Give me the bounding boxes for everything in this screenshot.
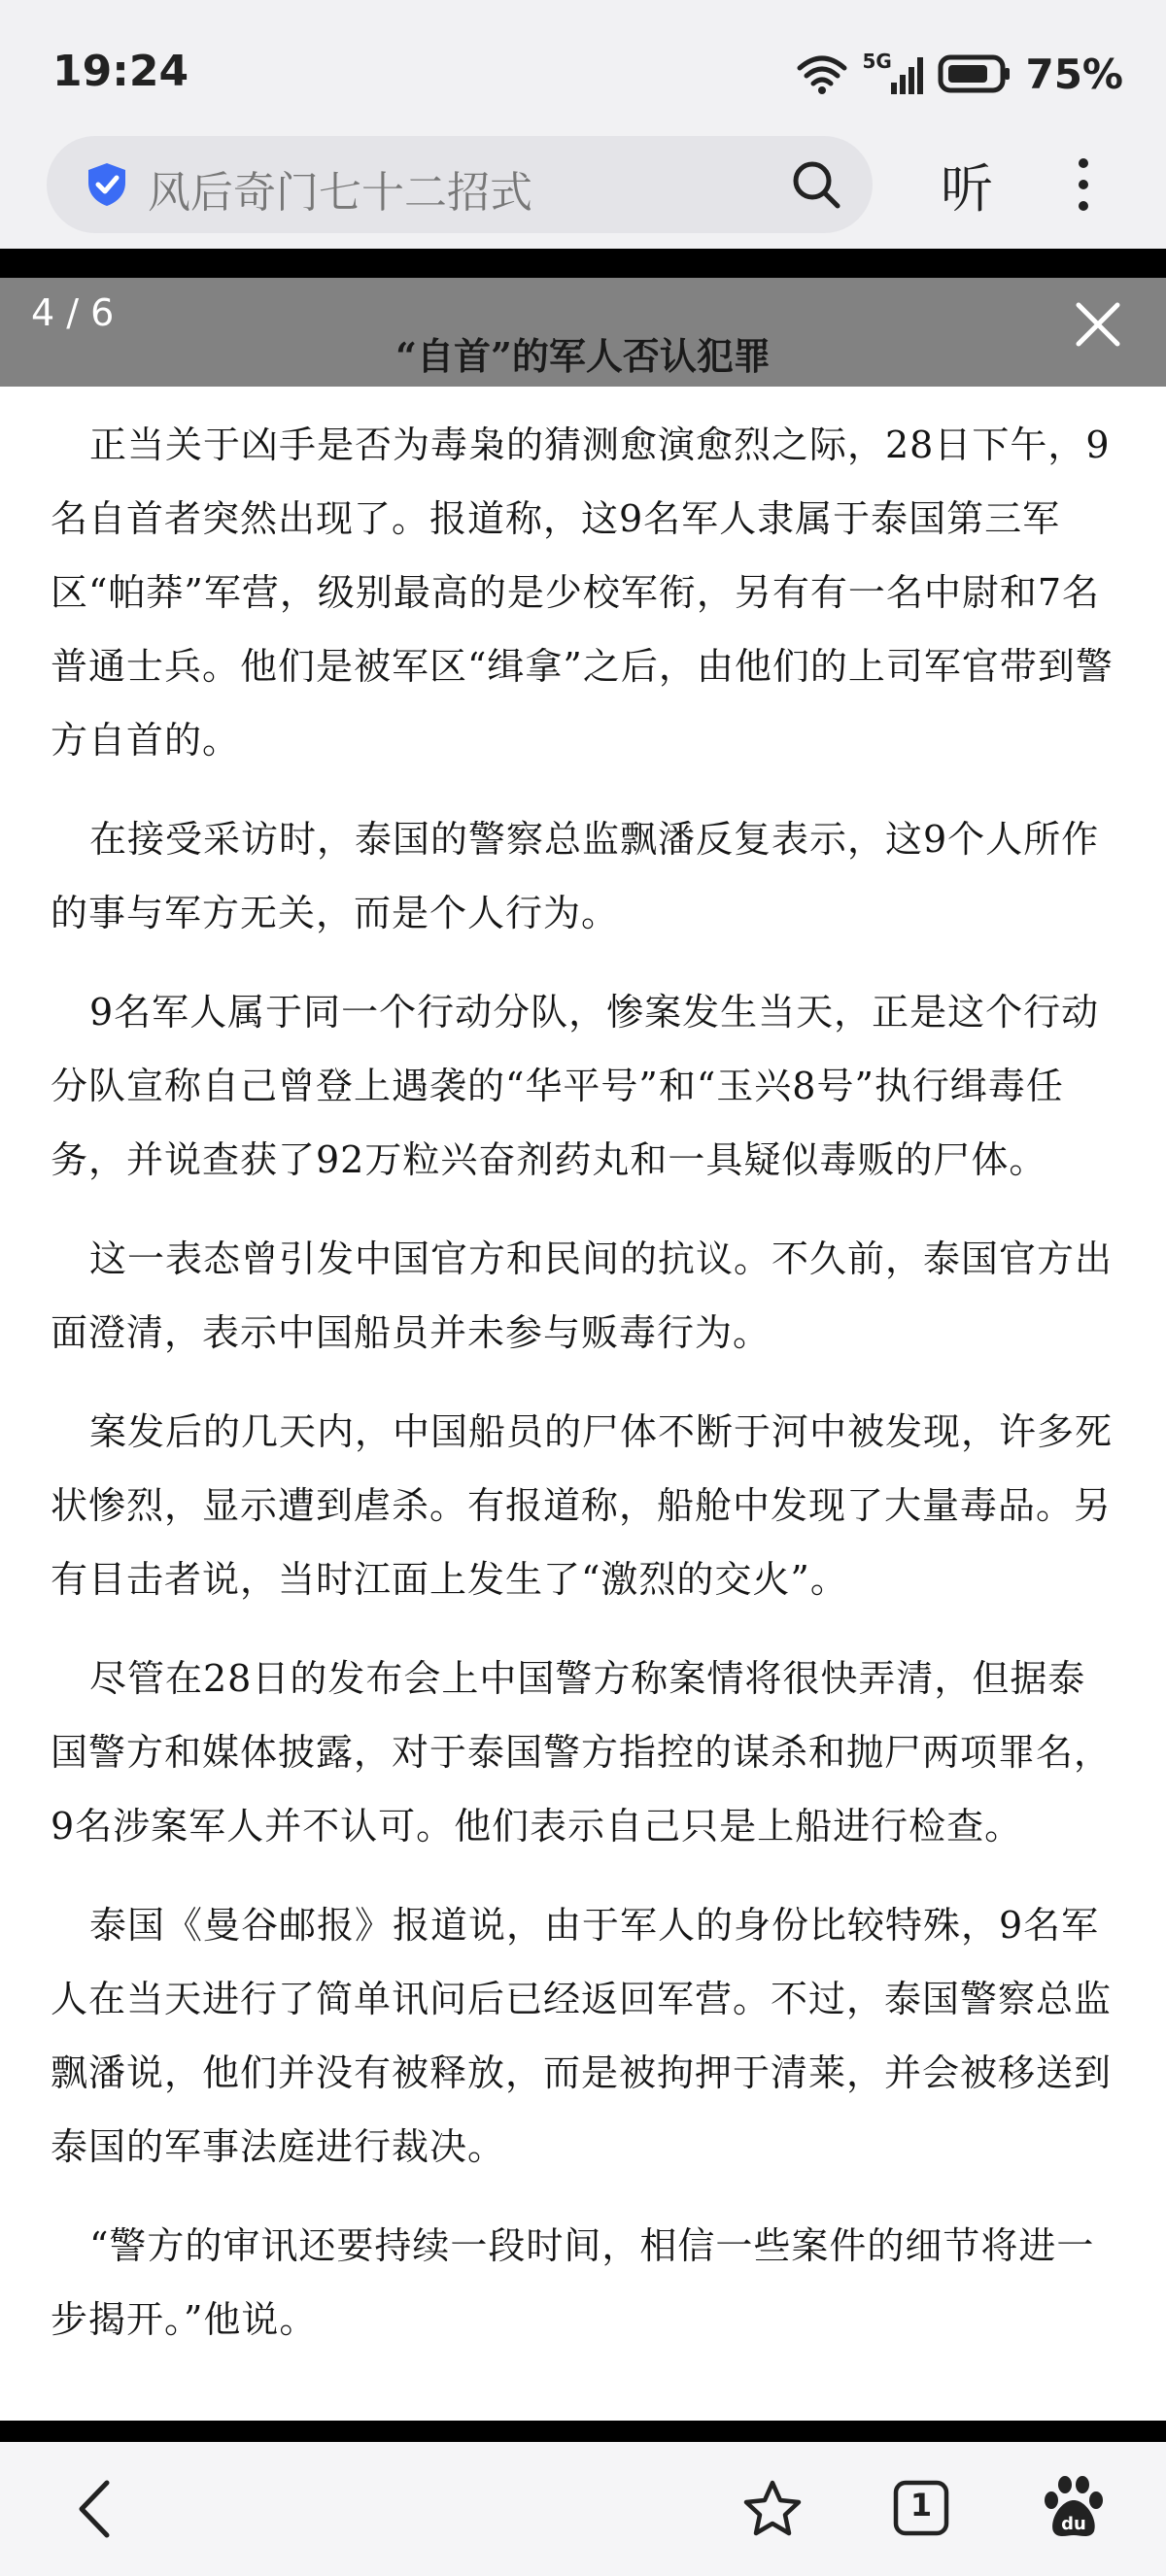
battery-icon xyxy=(938,54,1012,93)
divider xyxy=(0,2421,1166,2442)
tabs-button[interactable] xyxy=(892,2479,950,2537)
paragraph: 泰国《曼谷邮报》报道说，由于军人的身份比较特殊，9名军人在当天进行了简单讯问后已经返回军营。不过，泰国警察总监飘潘说，他们并没有被释放，而是被拘押于清莱，并会被移送到泰国的军事法庭进行裁决。 xyxy=(51,1904,1113,2168)
paragraph: 这一表态曾引发中国官方和民间的抗议。不久前，泰国官方出面澄清，表示中国船员并未参与贩毒行为。 xyxy=(51,1237,1114,1354)
page-counter: 4 / 6 xyxy=(31,291,115,334)
tab-count: 1 xyxy=(909,2487,933,2524)
search-query: 风后奇门七十二招式 xyxy=(148,168,532,218)
verified-shield-icon xyxy=(84,161,130,208)
more-vertical-icon[interactable] xyxy=(1069,155,1098,214)
signal-indicator xyxy=(862,50,924,98)
gallery-header xyxy=(0,278,1166,387)
battery-percent: 75% xyxy=(1025,50,1123,98)
paragraph: 在接受采访时，泰国的警察总监飘潘反复表示，这9个人所作的事与军方无关，而是个人行为。 xyxy=(51,818,1100,934)
article-text xyxy=(51,408,1119,2382)
paragraph: 尽管在28日的发布会上中国警方称案情将很快弄清，但据泰国警方和媒体披露，对于泰国警方指控的谋杀和抛尸两项罪名，9名涉案军人并不认可。他们表示自己只是上船进行检查。 xyxy=(51,1657,1113,1847)
paragraph: 案发后的几天内，中国船员的尸体不断于河中被发现，许多死状惨烈，显示遭到虐杀。有报道称，船舱中发现了大量毒品。另有目击者说，当时江面上发生了“激烈的交火”。 xyxy=(51,1410,1114,1601)
baidu-paw-icon[interactable] xyxy=(1038,2471,1110,2543)
status-time: 19:24 xyxy=(52,47,189,96)
star-icon[interactable] xyxy=(740,2477,805,2541)
paragraph: “警方的审讯还要持续一段时间，相信一些案件的细节将进一步揭开。”他说。 xyxy=(51,2224,1095,2341)
back-icon[interactable] xyxy=(70,2477,119,2541)
wifi-icon xyxy=(796,52,848,95)
status-icons xyxy=(796,47,1123,101)
network-type: 5G xyxy=(862,50,892,73)
search-bar[interactable] xyxy=(47,136,873,233)
cell-signal-icon xyxy=(862,50,924,98)
close-icon[interactable] xyxy=(1073,299,1123,350)
status-bar xyxy=(0,0,1166,136)
search-icon[interactable] xyxy=(789,157,843,212)
paragraph: 正当关于凶手是否为毒枭的猜测愈演愈烈之际，28日下午，9名自首者突然出现了。报道称，这9名军人隶属于泰国第三军区“帕莽”军营，级别最高的是少校军衔，另有有一名中尉和7名普通士兵。他们是被军区“缉拿”之后，由他们的上司军官带到警方自首的。 xyxy=(51,424,1114,762)
bottom-nav xyxy=(0,2442,1166,2576)
article-body xyxy=(0,387,1166,2421)
listen-button[interactable]: 听 xyxy=(941,158,993,220)
slide-title: “自首”的军人否认犯罪 xyxy=(395,334,771,378)
paragraph: 9名军人属于同一个行动分队，惨案发生当天，正是这个行动分队宣称自己曾登上遇袭的“华平号”和“玉兴8号”执行缉毒任务，并说查获了92万粒兴奋剂药丸和一具疑似毒贩的尸体。 xyxy=(51,991,1100,1181)
svg-text:du: du xyxy=(1061,2514,1086,2534)
divider xyxy=(0,249,1166,278)
